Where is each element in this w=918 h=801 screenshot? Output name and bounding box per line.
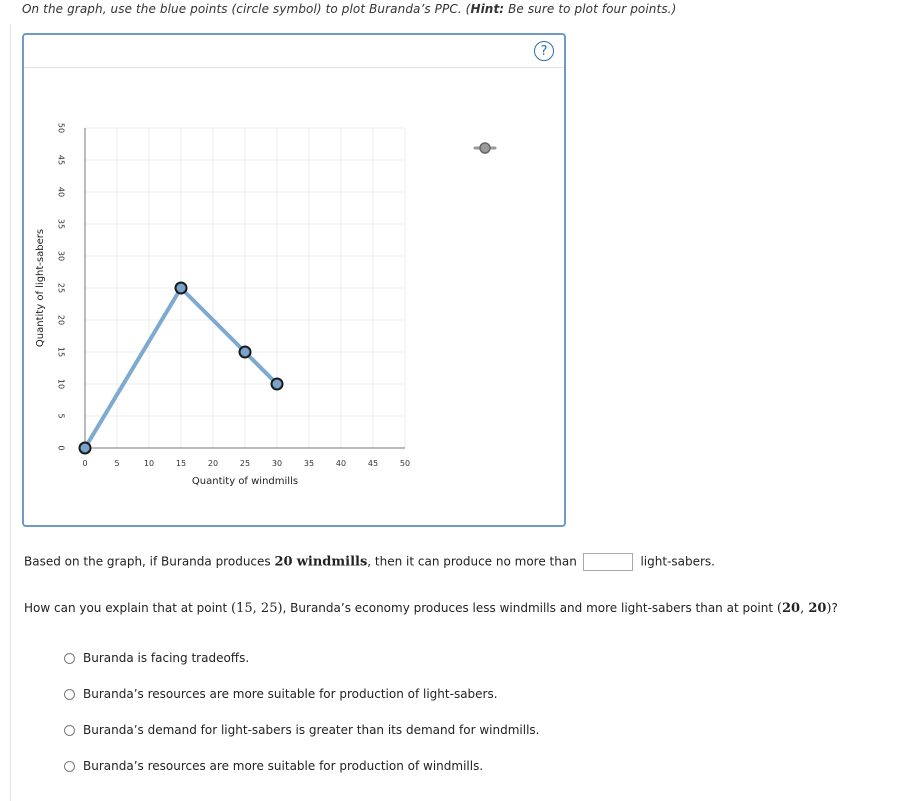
x-tick-label: 40 (335, 459, 347, 468)
question-1-suffix: light-sabers. (640, 554, 715, 569)
option-label: Buranda’s resources are more suitable for production of windmills. (83, 759, 484, 773)
ppc-point (272, 379, 283, 390)
x-tick-label: 20 (207, 459, 219, 468)
question-1-unit: windmills (296, 554, 368, 570)
y-tick-label: 30 (56, 250, 66, 262)
x-tick-label: 30 (271, 459, 283, 468)
x-tick-label: 15 (175, 459, 187, 468)
question-1-prefix: Based on the graph, if Buranda produces (24, 554, 275, 569)
ppc-point (176, 283, 187, 294)
question-2-point-1: (15, 25) (231, 601, 283, 616)
y-tick-label: 35 (56, 218, 66, 230)
question-2-prefix: How can you explain that at point (24, 601, 232, 615)
ppc-point (240, 347, 251, 358)
y-tick-label: 50 (56, 122, 66, 134)
question-2-suffix: ? (831, 601, 838, 615)
radio-button[interactable] (64, 689, 75, 700)
y-tick-label: 20 (56, 314, 66, 326)
circle-point-tool-icon[interactable] (480, 143, 490, 153)
point-2-close: ) (826, 601, 832, 616)
option-label: Buranda is facing tradeoffs. (83, 651, 250, 665)
x-tick-label: 5 (114, 459, 120, 468)
question-1-middle: , then it can produce no more than (367, 554, 577, 569)
radio-button[interactable] (64, 725, 75, 736)
y-tick-label: 5 (56, 413, 66, 419)
question-1 (24, 553, 715, 571)
y-tick-label: 40 (56, 186, 66, 198)
x-tick-label: 25 (239, 459, 251, 468)
x-tick-label: 0 (82, 459, 88, 468)
graph-panel (22, 33, 566, 527)
x-tick-label: 45 (367, 459, 379, 468)
y-axis-label: Quantity of light-sabers (35, 228, 46, 348)
y-tick-label: 15 (56, 346, 66, 358)
radio-button[interactable] (64, 761, 75, 772)
question-2 (24, 601, 838, 616)
ppc-chart[interactable] (24, 35, 564, 525)
point-2-open: ( (776, 601, 782, 616)
y-tick-label: 0 (56, 445, 66, 451)
point-2-sep: , (800, 601, 809, 616)
y-tick-label: 25 (56, 282, 66, 294)
question-1-value: 20 (274, 554, 293, 570)
option-2[interactable] (64, 676, 539, 712)
hint-label: Hint: (470, 2, 505, 16)
point-2-y: 20 (808, 601, 827, 616)
instructions-text: On the graph, use the blue points (circle symbol) to plot Buranda’s PPC. ( (22, 2, 471, 16)
question-2-middle: , Buranda’s economy produces less windmills and more light-sabers than at point (282, 601, 777, 615)
x-tick-label: 10 (143, 459, 155, 468)
x-tick-label: 50 (399, 459, 411, 468)
option-label: Buranda’s demand for light-sabers is greater than its demand for windmills. (83, 723, 540, 737)
option-4[interactable] (64, 748, 539, 784)
help-button[interactable]: ? (534, 41, 554, 61)
light-sabers-answer-input[interactable] (583, 553, 633, 571)
option-3[interactable] (64, 712, 539, 748)
answer-options (64, 640, 539, 784)
x-axis-label: Quantity of windmills (191, 476, 299, 487)
y-tick-label: 45 (56, 154, 66, 166)
radio-button[interactable] (64, 653, 75, 664)
left-border-line (10, 24, 11, 801)
option-1[interactable] (64, 640, 539, 676)
option-label: Buranda’s resources are more suitable for production of light-sabers. (83, 687, 498, 701)
instructions (22, 2, 676, 16)
hint-text: Be sure to plot four points.) (504, 2, 677, 16)
point-2-x: 20 (781, 601, 801, 616)
y-tick-label: 10 (56, 378, 66, 390)
x-tick-label: 35 (303, 459, 315, 468)
ppc-point (80, 443, 91, 454)
